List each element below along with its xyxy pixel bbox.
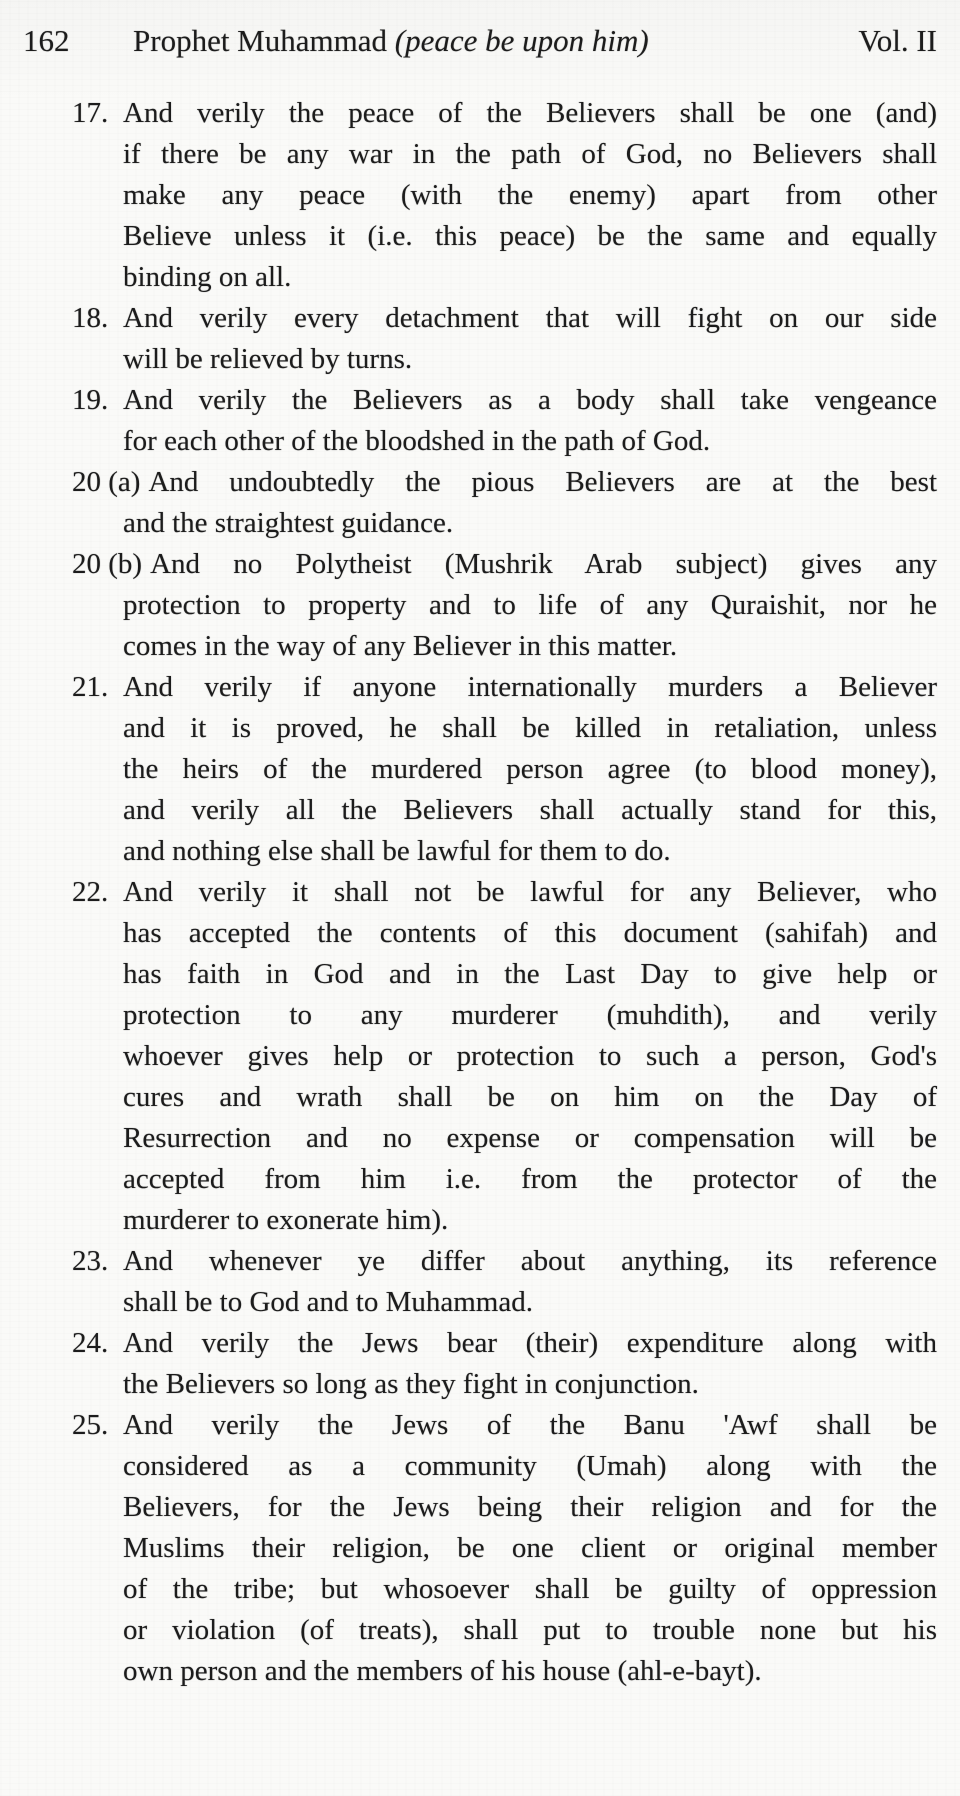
clause-item <box>72 544 937 667</box>
clause-line: binding on all. <box>123 261 292 293</box>
clause-line: considered as a community (Umah) along with the <box>123 1450 937 1482</box>
book-title-parenthetical: (peace be upon him) <box>394 23 649 58</box>
clause-line: and verily all the Believers shall actually stand for this, <box>123 794 937 826</box>
clause-item <box>72 93 937 298</box>
clause-line: 20 (b) And no Polytheist (Mushrik Arab subject) gives any <box>72 544 937 585</box>
volume-label: Vol. II <box>858 23 937 58</box>
clause-number: 23. <box>72 1245 109 1277</box>
clause-line: or violation (of treats), shall put to trouble none but his <box>123 1614 937 1646</box>
clause-line: 24. And verily the Jews bear (their) expenditure along with <box>72 1323 937 1364</box>
clause-line: Muslims their religion, be one client or original member <box>123 1532 937 1564</box>
page-header <box>23 20 937 61</box>
clause-line: 21. And verily if anyone internationally murders a Believer <box>72 667 937 708</box>
clause-line: Resurrection and no expense or compensation will be <box>123 1122 937 1154</box>
clause-line: 22. And verily it shall not be lawful for any Believer, who <box>72 872 937 913</box>
clause-item <box>72 872 937 1241</box>
clause-line: the Believers so long as they fight in conjunction. <box>123 1368 699 1400</box>
clause-item <box>72 1405 937 1692</box>
clause-line: and the straightest guidance. <box>123 507 454 539</box>
clause-line: murderer to exonerate him). <box>123 1204 449 1236</box>
clause-item <box>72 1323 937 1405</box>
clause-number: 18. <box>72 302 109 334</box>
clause-item <box>72 667 937 872</box>
clause-item <box>72 1241 937 1323</box>
clause-line: 20 (a) And undoubtedly the pious Believers are at the best <box>72 462 937 503</box>
clause-line: shall be to God and to Muhammad. <box>123 1286 533 1318</box>
clause-line: and nothing else shall be lawful for them to do. <box>123 835 671 867</box>
clause-line: cures and wrath shall be on him on the Day of <box>123 1081 937 1113</box>
clause-line: and it is proved, he shall be killed in retaliation, unless <box>123 712 937 744</box>
clause-item <box>72 380 937 462</box>
clause-number: 24. <box>72 1327 109 1359</box>
clause-line: 18. And verily every detachment that will fight on our side <box>72 298 937 339</box>
clause-number: 22. <box>72 876 109 908</box>
clause-line: protection to any murderer (muhdith), and verily <box>123 999 937 1031</box>
clause-line: of the tribe; but whosoever shall be guilty of oppression <box>123 1573 937 1605</box>
clause-line: accepted from him i.e. from the protector of the <box>123 1163 937 1195</box>
clause-number: 20 (a) <box>72 466 141 498</box>
clause-line: the heirs of the murdered person agree (to blood money), <box>123 753 937 785</box>
clause-line: has faith in God and in the Last Day to give help or <box>123 958 937 990</box>
clause-list <box>72 93 937 1692</box>
clause-number: 19. <box>72 384 109 416</box>
clause-line: own person and the members of his house (ahl-e-bayt). <box>123 1655 762 1687</box>
clause-line: make any peace (with the enemy) apart from other <box>123 179 937 211</box>
clause-number: 17. <box>72 97 109 129</box>
clause-number: 20 (b) <box>72 548 143 580</box>
page-number: 162 <box>23 23 70 58</box>
clause-line: comes in the way of any Believer in this matter. <box>123 630 678 662</box>
clause-line: 17. And verily the peace of the Believers shall be one (and) <box>72 93 937 134</box>
book-title-main: Prophet Muhammad <box>133 23 395 58</box>
clause-line: 23. And whenever ye differ about anything, its reference <box>72 1241 937 1282</box>
clause-item <box>72 462 937 544</box>
clause-item <box>72 298 937 380</box>
clause-line: for each other of the bloodshed in the path of God. <box>123 425 711 457</box>
clause-line: has accepted the contents of this document (sahifah) and <box>123 917 937 949</box>
clause-line: whoever gives help or protection to such a person, God's <box>123 1040 937 1072</box>
clause-line: Believe unless it (i.e. this peace) be the same and equally <box>123 220 937 252</box>
clause-line: 19. And verily the Believers as a body shall take vengeance <box>72 380 937 421</box>
clause-line: will be relieved by turns. <box>123 343 413 375</box>
clause-line: protection to property and to life of any Quraishit, nor he <box>123 589 937 621</box>
clause-number: 25. <box>72 1409 109 1441</box>
clause-line: if there be any war in the path of God, no Believers shall <box>123 138 937 170</box>
book-title <box>133 20 649 61</box>
clause-line: 25. And verily the Jews of the Banu 'Awf shall be <box>72 1405 937 1446</box>
clause-line: Believers, for the Jews being their religion and for the <box>123 1491 937 1523</box>
clause-number: 21. <box>72 671 109 703</box>
